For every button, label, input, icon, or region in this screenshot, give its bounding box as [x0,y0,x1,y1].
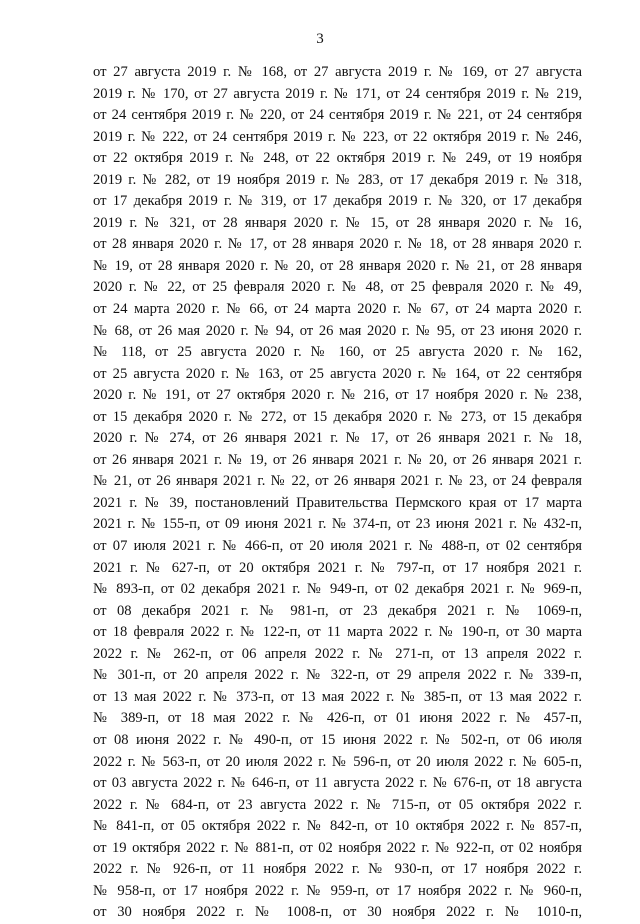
text-line: от 15 декабря 2020 г. № 272, от 15 декабря 2020 г. № 273, от 15 декабря [93,408,582,425]
text-line: от 30 ноября 2022 г. № 1008-п, от 30 ноября 2022 г. № 1010-п, [93,904,582,921]
text-line: 2021 г. № 155-п, от 09 июня 2021 г. № 374-п, от 23 июня 2021 г. № 432-п, [93,516,582,533]
text-line: № 68, от 26 мая 2020 г. № 94, от 26 мая 2020 г. № 95, от 23 июня 2020 г. [93,322,582,339]
text-line: 2022 г. № 926-п, от 11 ноября 2022 г. № 930-п, от 17 ноября 2022 г. [93,861,582,878]
text-line: 2022 г. № 684-п, от 23 августа 2022 г. № 715-п, от 05 октября 2022 г. [93,796,582,813]
text-line: от 03 августа 2022 г. № 646-п, от 11 августа 2022 г. № 676-п, от 18 августа [93,775,582,792]
text-line: от 28 января 2020 г. № 17, от 28 января 2020 г. № 18, от 28 января 2020 г. [93,236,582,253]
text-line: № 958-п, от 17 ноября 2022 г. № 959-п, от 17 ноября 2022 г. № 960-п, [93,882,582,899]
text-line: от 22 октября 2019 г. № 248, от 22 октября 2019 г. № 249, от 19 ноября [93,150,582,167]
text-line: от 25 августа 2020 г. № 163, от 25 августа 2020 г. № 164, от 22 сентября [93,365,582,382]
text-line: от 24 марта 2020 г. № 66, от 24 марта 2020 г. № 67, от 24 марта 2020 г. [93,301,582,318]
text-line: от 07 июля 2021 г. № 466-п, от 20 июля 2021 г. № 488-п, от 02 сентября [93,538,582,555]
text-line: от 26 января 2021 г. № 19, от 26 января 2021 г. № 20, от 26 января 2021 г. [93,451,582,468]
text-line: № 19, от 28 января 2020 г. № 20, от 28 января 2020 г. № 21, от 28 января [93,257,582,274]
document-body-text [93,62,582,924]
text-line: № 841-п, от 05 октября 2022 г. № 842-п, от 10 октября 2022 г. № 857-п, [93,818,582,835]
text-line: № 301-п, от 20 апреля 2022 г. № 322-п, от 29 апреля 2022 г. № 339-п, [93,667,582,684]
text-line: от 13 мая 2022 г. № 373-п, от 13 мая 2022 г. № 385-п, от 13 мая 2022 г. [93,688,582,705]
text-line: 2019 г. № 222, от 24 сентября 2019 г. № 223, от 22 октября 2019 г. № 246, [93,128,582,145]
text-line: 2019 г. № 170, от 27 августа 2019 г. № 171, от 24 сентября 2019 г. № 219, [93,85,582,102]
text-line: 2020 г. № 22, от 25 февраля 2020 г. № 48, от 25 февраля 2020 г. № 49, [93,279,582,296]
text-line: 2022 г. № 563-п, от 20 июля 2022 г. № 596-п, от 20 июля 2022 г. № 605-п, [93,753,582,770]
text-line: 2021 г. № 627-п, от 20 октября 2021 г. № 797-п, от 17 ноября 2021 г. [93,559,582,576]
text-line: от 24 сентября 2019 г. № 220, от 24 сентября 2019 г. № 221, от 24 сентября [93,107,582,124]
text-line: от 18 февраля 2022 г. № 122-п, от 11 марта 2022 г. № 190-п, от 30 марта [93,624,582,641]
text-line: 2019 г. № 282, от 19 ноября 2019 г. № 283, от 17 декабря 2019 г. № 318, [93,171,582,188]
text-line: от 08 июня 2022 г. № 490-п, от 15 июня 2022 г. № 502-п, от 06 июля [93,731,582,748]
text-line: от 19 октября 2022 г. № 881-п, от 02 ноября 2022 г. № 922-п, от 02 ноября [93,839,582,856]
text-line: 2019 г. № 321, от 28 января 2020 г. № 15, от 28 января 2020 г. № 16, [93,214,582,231]
text-line: № 118, от 25 августа 2020 г. № 160, от 25 августа 2020 г. № 162, [93,344,582,361]
text-line: № 893-п, от 02 декабря 2021 г. № 949-п, от 02 декабря 2021 г. № 969-п, [93,581,582,598]
text-line: 2020 г. № 274, от 26 января 2021 г. № 17, от 26 января 2021 г. № 18, [93,430,582,447]
text-line: № 21, от 26 января 2021 г. № 22, от 26 января 2021 г. № 23, от 24 февраля [93,473,582,490]
text-line: от 27 августа 2019 г. № 168, от 27 августа 2019 г. № 169, от 27 августа [93,64,582,80]
text-line: № 389-п, от 18 мая 2022 г. № 426-п, от 01 июня 2022 г. № 457-п, [93,710,582,727]
text-line: 2021 г. № 39, постановлений Правительства Пермского края от 17 марта [93,494,582,511]
text-line: от 17 декабря 2019 г. № 319, от 17 декабря 2019 г. № 320, от 17 декабря [93,193,582,210]
text-line: от 08 декабря 2021 г. № 981-п, от 23 декабря 2021 г. № 1069-п, [93,602,582,619]
text-line: 2022 г. № 262-п, от 06 апреля 2022 г. № 271-п, от 13 апреля 2022 г. [93,645,582,662]
text-line: 2020 г. № 191, от 27 октября 2020 г. № 216, от 17 ноября 2020 г. № 238, [93,387,582,404]
page-number: 3 [316,31,324,47]
